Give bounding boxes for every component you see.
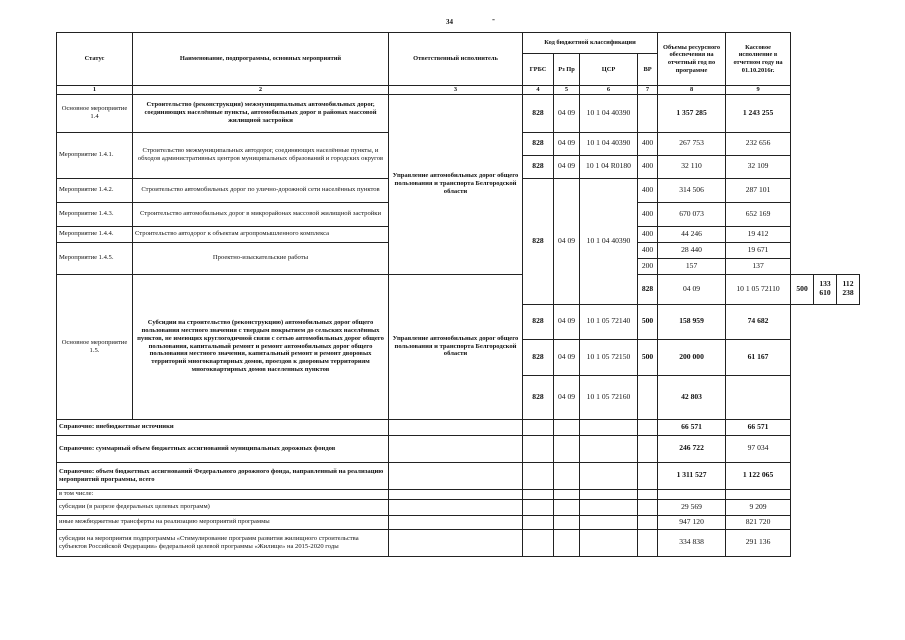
cash-cell: 1 122 065 [726, 462, 791, 489]
header-status: Статус [57, 33, 133, 86]
volume-cell: 42 803 [658, 375, 726, 419]
csr-cell: 10 1 05 72160 [580, 375, 638, 419]
index-cell: 2 [133, 86, 389, 95]
reference-label: Справочно: внебюджетные источники [57, 419, 389, 435]
cash-cell: 1 243 255 [726, 94, 791, 132]
reference-row [57, 489, 860, 499]
volume-cell [658, 489, 726, 499]
index-cell: 5 [554, 86, 580, 95]
header-csr: ЦСР [580, 54, 638, 86]
index-cell: 4 [523, 86, 554, 95]
cash-cell: 32 109 [726, 155, 791, 178]
vr-cell: 400 [638, 226, 658, 242]
csr-cell: 10 1 04 40390 [580, 178, 638, 304]
name-cell: Строительство (реконструкция) межмуниципальных автомобильных дорог, соединяющих населённые пункты, автомобильных дорог в районах массовой жилищной застройки [133, 94, 389, 132]
cash-cell: 19 671 [726, 242, 791, 258]
index-cell: 9 [726, 86, 791, 95]
cash-cell [726, 375, 791, 419]
volume-cell: 246 722 [658, 435, 726, 462]
vr-cell: 500 [638, 304, 658, 339]
grbs-cell: 828 [523, 132, 554, 155]
name-cell: Субсидии на строительство (реконструкцию) автомобильных дорог общего пользования местного значения с твердым покрытием до сельских населённых пунктов, не имеющих круглогодичной связи с сетью автомобильных дорог общего пользования, капитальный ремонт и ремонт автомобильных дорог общего пользования местного значения, капитальный ремонт и ремонт дворовых территорий многоквартирных домов, проездов к дворовым территориям многоквартирных домов населенных пунктов [133, 274, 389, 419]
vr-cell: 400 [638, 178, 658, 202]
header-cash: Кассовое исполнение в отчетном году на 01.10.2016г. [726, 33, 791, 86]
header-volume: Объемы ресурсного обеспечения на отчетный год по программе [658, 33, 726, 86]
grbs-cell: 828 [523, 178, 554, 304]
budget-table [56, 32, 860, 557]
index-cell: 3 [389, 86, 523, 95]
status-cell: Основное мероприятие 1.5. [57, 274, 133, 419]
page-number: 34 [446, 18, 453, 26]
reference-row [57, 529, 860, 556]
csr-cell: 10 1 05 72140 [580, 304, 638, 339]
vr-cell [638, 375, 658, 419]
table-row [57, 274, 860, 304]
vr-cell: 400 [638, 155, 658, 178]
reference-label: субсидии на мероприятия подпрограммы «Стимулирование программ развития жилищного строительства субъектов Российской Федерации» федеральной целевой программы «Жилище» на 2015-2020 годы [57, 529, 389, 556]
table-row [57, 94, 860, 132]
volume-cell: 947 120 [658, 515, 726, 529]
page-mark: - [492, 14, 495, 24]
grbs-cell: 828 [523, 155, 554, 178]
csr-cell: 10 1 04 40390 [580, 94, 638, 132]
volume-cell: 157 [658, 258, 726, 274]
status-cell: Мероприятие 1.4.1. [57, 132, 133, 178]
reference-row [57, 462, 860, 489]
grbs-cell: 828 [523, 339, 554, 375]
csr-cell: 10 1 05 72110 [726, 274, 791, 304]
reference-row [57, 419, 860, 435]
reference-row [57, 499, 860, 515]
volume-cell: 158 959 [658, 304, 726, 339]
vr-cell: 400 [638, 132, 658, 155]
reference-row [57, 515, 860, 529]
volume-cell: 29 569 [658, 499, 726, 515]
header-name: Наименование, подпрограммы, основных мероприятий [133, 33, 389, 86]
volume-cell: 66 571 [658, 419, 726, 435]
csr-cell: 10 1 05 72150 [580, 339, 638, 375]
vr-cell: 500 [638, 339, 658, 375]
cash-cell: 66 571 [726, 419, 791, 435]
status-cell: Мероприятие 1.4.2. [57, 178, 133, 202]
grbs-cell: 828 [523, 94, 554, 132]
status-cell: Мероприятие 1.4.4. [57, 226, 133, 242]
cash-cell: 97 034 [726, 435, 791, 462]
reference-label: Справочно: объем бюджетных ассигнований Федерального дорожного фонда, направленный на реализацию мероприятий программы, всего [57, 462, 389, 489]
volume-cell: 200 000 [658, 339, 726, 375]
header-grbs: ГРБС [523, 54, 554, 86]
reference-label: субсидии (в разрезе федеральных целевых программ) [57, 499, 389, 515]
vr-cell: 400 [638, 202, 658, 226]
rzpr-cell: 04 09 [658, 274, 726, 304]
index-cell: 8 [658, 86, 726, 95]
status-cell: Мероприятие 1.4.5. [57, 242, 133, 274]
grbs-cell: 828 [523, 304, 554, 339]
cash-cell: 287 101 [726, 178, 791, 202]
csr-cell: 10 1 04 R0180 [580, 155, 638, 178]
name-cell: Строительство автомобильных дорог в микрорайонах массовой жилищной застройки [133, 202, 389, 226]
volume-cell: 314 506 [658, 178, 726, 202]
volume-cell: 1 311 527 [658, 462, 726, 489]
header-vr: ВР [638, 54, 658, 86]
rzpr-cell: 04 09 [554, 178, 580, 304]
status-cell: Основное мероприятие 1.4 [57, 94, 133, 132]
index-cell: 6 [580, 86, 638, 95]
vr-cell: 400 [638, 242, 658, 258]
rzpr-cell: 04 09 [554, 375, 580, 419]
volume-cell: 1 357 285 [658, 94, 726, 132]
cash-cell: 61 167 [726, 339, 791, 375]
cash-cell: 19 412 [726, 226, 791, 242]
reference-label: иные межбюджетные трансферты на реализацию мероприятий программы [57, 515, 389, 529]
volume-cell: 28 440 [658, 242, 726, 258]
cash-cell: 821 720 [726, 515, 791, 529]
header-budget-code: Код бюджетной классификации [523, 33, 658, 54]
vr-cell: 500 [791, 274, 814, 304]
grbs-cell: 828 [523, 375, 554, 419]
header-rzpr: Рз Пр [554, 54, 580, 86]
volume-cell: 32 110 [658, 155, 726, 178]
cash-cell: 74 682 [726, 304, 791, 339]
cash-cell: 137 [726, 258, 791, 274]
volume-cell: 334 838 [658, 529, 726, 556]
volume-cell: 670 073 [658, 202, 726, 226]
header-executor: Ответственный исполнитель [389, 33, 523, 86]
index-cell: 7 [638, 86, 658, 95]
name-cell: Строительство межмуниципальных автодорог, соединяющих населённые пункты, и обходов административных центров муниципальных образований и городских округов [133, 132, 389, 178]
volume-cell: 133 610 [814, 274, 837, 304]
status-cell: Мероприятие 1.4.3. [57, 202, 133, 226]
vr-cell [638, 94, 658, 132]
rzpr-cell: 04 09 [554, 339, 580, 375]
cash-cell [726, 489, 791, 499]
cash-cell: 652 169 [726, 202, 791, 226]
name-cell: Проектно-изыскательские работы [133, 242, 389, 274]
index-row [57, 86, 860, 95]
index-cell: 1 [57, 86, 133, 95]
executor-cell: Управление автомобильных дорог общего пользования и транспорта Белгородской области [389, 274, 523, 419]
cash-cell: 232 656 [726, 132, 791, 155]
rzpr-cell: 04 09 [554, 132, 580, 155]
rzpr-cell: 04 09 [554, 94, 580, 132]
reference-row [57, 435, 860, 462]
reference-label: в том числе: [57, 489, 389, 499]
volume-cell: 267 753 [658, 132, 726, 155]
grbs-cell: 828 [638, 274, 658, 304]
name-cell: Строительство автодорог к объектам агропромышленного комплекса [133, 226, 389, 242]
executor-cell: Управление автомобильных дорог общего пользования и транспорта Белгородской области [389, 94, 523, 274]
cash-cell: 9 209 [726, 499, 791, 515]
vr-cell: 200 [638, 258, 658, 274]
csr-cell: 10 1 04 40390 [580, 132, 638, 155]
rzpr-cell: 04 09 [554, 304, 580, 339]
rzpr-cell: 04 09 [554, 155, 580, 178]
volume-cell: 44 246 [658, 226, 726, 242]
cash-cell: 291 136 [726, 529, 791, 556]
cash-cell: 112 238 [837, 274, 860, 304]
name-cell: Строительство автомобильных дорог по улично-дорожной сети населённых пунктов [133, 178, 389, 202]
reference-label: Справочно: суммарный объем бюджетных ассигнований муниципальных дорожных фондов [57, 435, 389, 462]
